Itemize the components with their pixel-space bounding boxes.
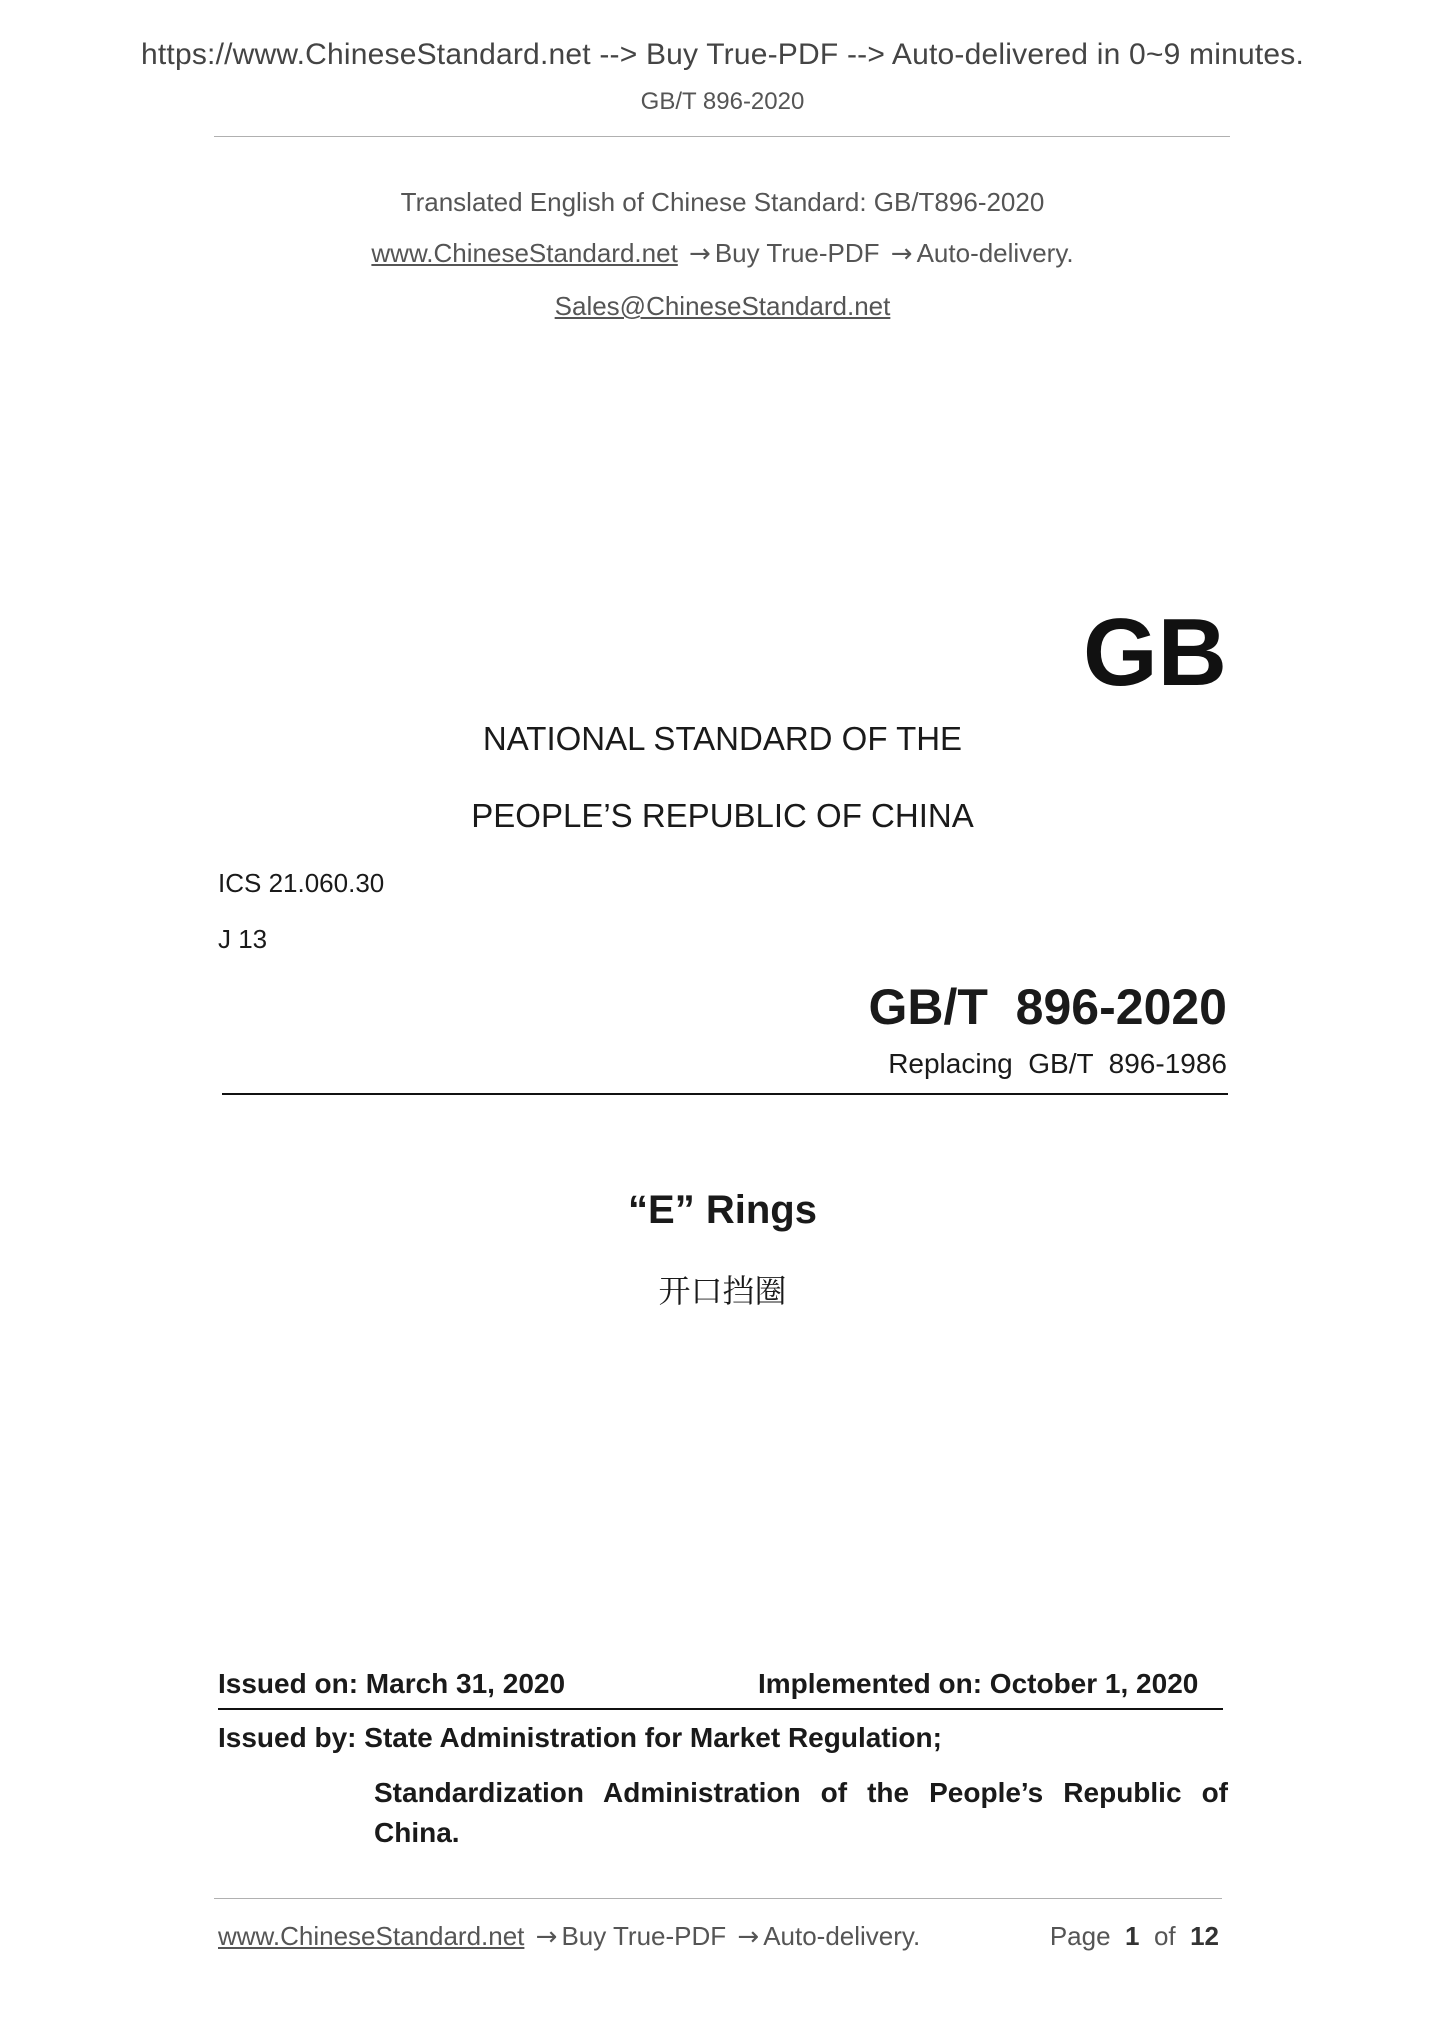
footer-auto-delivery-text: Auto-delivery. bbox=[763, 1921, 921, 1951]
auto-delivery-text: Auto-delivery. bbox=[916, 238, 1074, 268]
buy-text: Buy True-PDF bbox=[714, 238, 880, 268]
page-label: Page bbox=[1049, 1921, 1111, 1951]
arrow-right-icon: → bbox=[890, 239, 913, 269]
page-current: 1 bbox=[1125, 1921, 1140, 1951]
page-of: of bbox=[1153, 1921, 1176, 1951]
footer-buy-text: Buy True-PDF bbox=[561, 1921, 727, 1951]
header-standard-code: GB/T 896-2020 bbox=[640, 88, 805, 115]
national-standard-line-1: NATIONAL STANDARD OF THE bbox=[482, 720, 963, 757]
document-title-chinese: 开口挡圈 bbox=[658, 1272, 787, 1310]
implemented-on-date: Implemented on: October 1, 2020 bbox=[758, 1668, 1199, 1699]
j-code: J 13 bbox=[218, 924, 268, 954]
gb-mark: GB bbox=[1083, 599, 1227, 706]
footer-divider bbox=[214, 1898, 1222, 1899]
footer-site-link[interactable]: www.ChineseStandard.net bbox=[218, 1921, 525, 1951]
top-banner: https://www.ChineseStandard.net --> Buy True-PDF --> Auto-delivered in 0~9 minutes. bbox=[141, 38, 1304, 71]
translated-notice: Translated English of Chinese Standard: GB/T896-2020 bbox=[400, 187, 1045, 217]
site-purchase-line bbox=[0, 238, 1445, 269]
replacing-standard: Replacing GB/T 896-1986 bbox=[888, 1048, 1227, 1079]
issued-by: Issued by: State Administration for Market Regulation; bbox=[218, 1722, 942, 1753]
national-standard-line-2: PEOPLE’S REPUBLIC OF CHINA bbox=[471, 797, 974, 834]
document-title-english: “E” Rings bbox=[628, 1188, 817, 1232]
arrow-right-icon: → bbox=[689, 239, 711, 269]
site-link[interactable]: www.ChineseStandard.net bbox=[371, 238, 678, 268]
issued-on-date: Issued on: March 31, 2020 bbox=[218, 1668, 566, 1699]
arrow-right-icon: → bbox=[535, 1922, 558, 1952]
page-total: 12 bbox=[1190, 1921, 1219, 1951]
page-indicator bbox=[1050, 1921, 1219, 1952]
email-line bbox=[0, 291, 1445, 322]
standard-number: GB/T 896-2020 bbox=[868, 979, 1227, 1035]
footer-purchase-line bbox=[218, 1921, 920, 1952]
email-link[interactable]: Sales@ChineseStandard.net bbox=[554, 291, 891, 321]
ics-code: ICS 21.060.30 bbox=[218, 868, 385, 898]
arrow-right-icon: → bbox=[737, 1922, 760, 1952]
title-divider bbox=[222, 1093, 1228, 1095]
issuer-second: Standardization Administration of the People’s Republic of China. bbox=[374, 1777, 1228, 1848]
header-divider bbox=[214, 136, 1230, 137]
issue-divider bbox=[218, 1708, 1223, 1710]
